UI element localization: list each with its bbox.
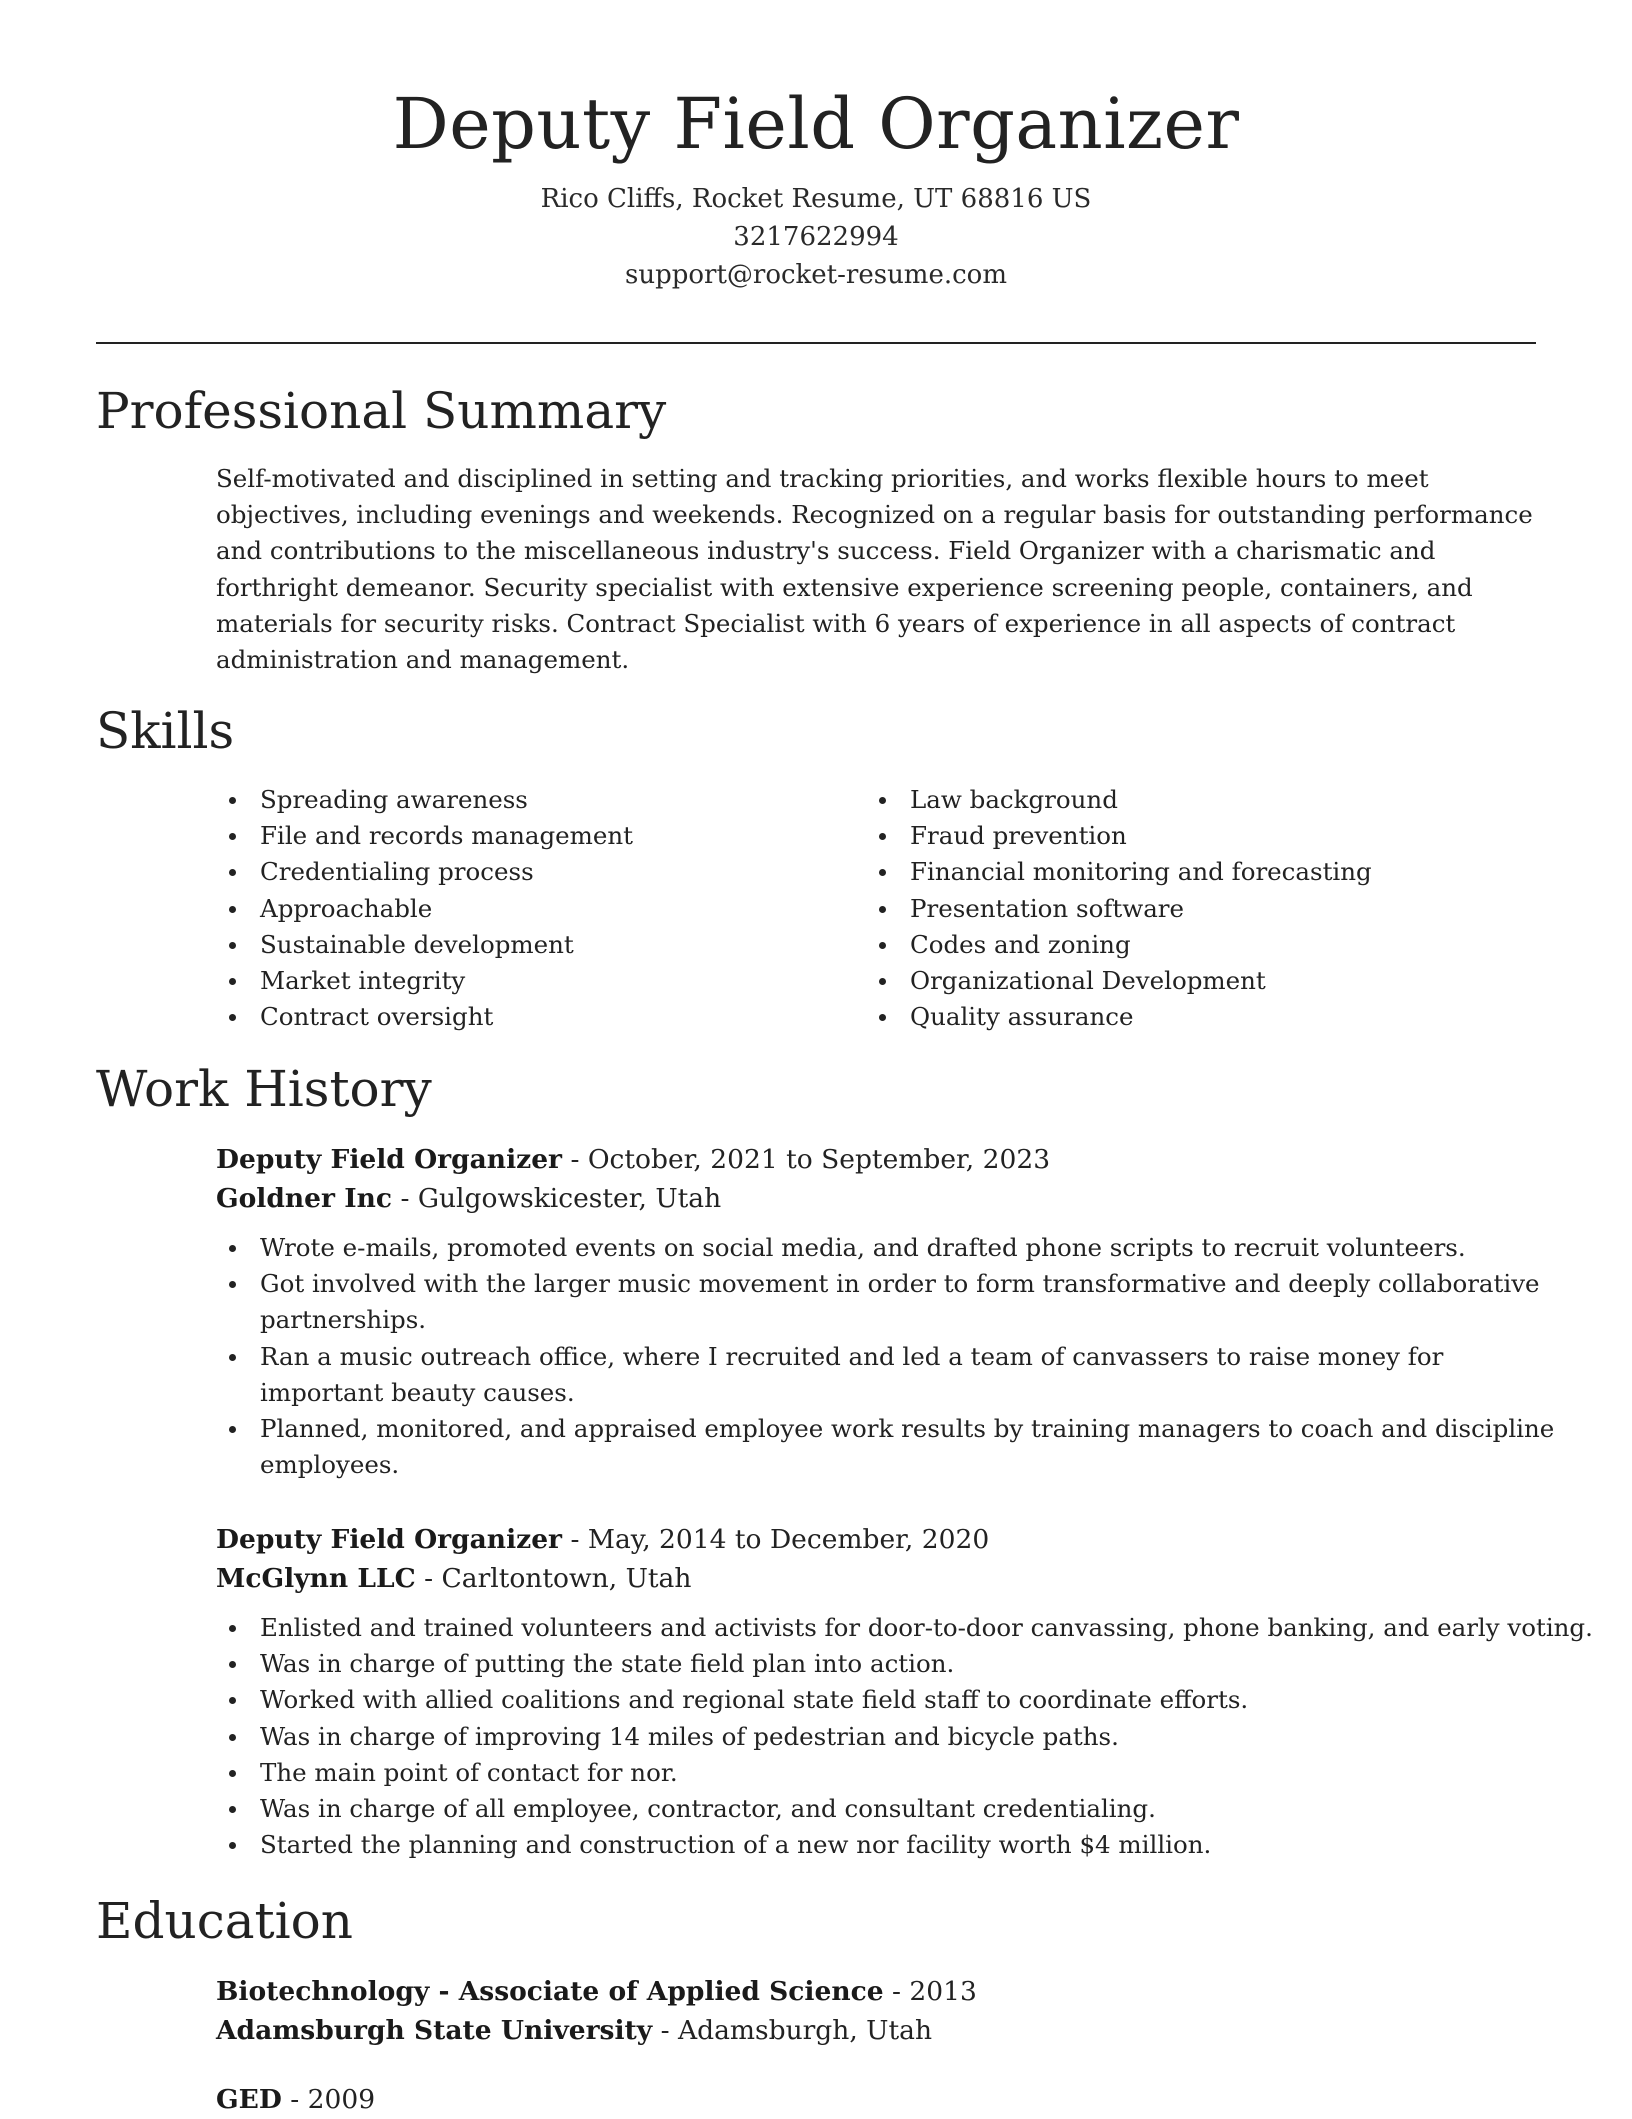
skill-item: Credentialing process bbox=[216, 854, 816, 890]
job-duty: Wrote e-mails, promoted events on social media, and drafted phone scripts to recruit volunteers. bbox=[216, 1230, 1556, 1266]
education-school-line bbox=[216, 2011, 1556, 2050]
contact-info bbox=[0, 180, 1632, 294]
job-company: McGlynn LLC bbox=[216, 1563, 416, 1594]
job-title-line bbox=[216, 1140, 1556, 1179]
skill-item: Market integrity bbox=[216, 963, 816, 999]
education-year: - 2013 bbox=[883, 1976, 977, 2007]
job-duties bbox=[216, 1610, 1593, 1863]
education-degree-line bbox=[216, 2080, 1556, 2119]
job-duty: Enlisted and trained volunteers and activists for door-to-door canvassing, phone banking, and early voting. bbox=[216, 1610, 1556, 1646]
job-duty: Was in charge of improving 14 miles of pedestrian and bicycle paths. bbox=[216, 1719, 1556, 1755]
job-duty: Planned, monitored, and appraised employee work results by training managers to coach and discipline employees. bbox=[216, 1411, 1556, 1483]
summary-text: Self-motivated and disciplined in setting and tracking priorities, and works flexible hours to meet objectives, including evenings and weekends. Recognized on a regular basis for outstanding performance and contributions to the miscellaneous industry's success. Field Organizer with a charismatic and forthright demeanor. Security specialist with extensive experience screening people, containers, and materials for security risks. Contract Specialist with 6 years of experience in all aspects of contract administration and management. bbox=[216, 464, 1533, 675]
skill-item: Financial monitoring and forecasting bbox=[866, 854, 1466, 890]
job-dates: - May, 2014 to December, 2020 bbox=[562, 1524, 990, 1555]
skill-item: Spreading awareness bbox=[216, 782, 816, 818]
skills-list-right bbox=[866, 782, 1466, 1035]
job-duty: Was in charge of all employee, contractor, and consultant credentialing. bbox=[216, 1791, 1556, 1827]
page-title: Deputy Field Organizer bbox=[392, 83, 1240, 165]
education-field: GED bbox=[216, 2084, 282, 2115]
job-duty: Got involved with the larger music movement in order to form transformative and deeply collaborative partnerships. bbox=[216, 1266, 1556, 1338]
education-degree-line bbox=[216, 1972, 1556, 2011]
job-title: Deputy Field Organizer bbox=[216, 1524, 563, 1555]
job-company: Goldner Inc bbox=[216, 1183, 393, 1214]
education-entry bbox=[216, 1972, 1556, 2050]
summary-heading: Professional Summary bbox=[96, 382, 667, 440]
header-divider bbox=[96, 342, 1536, 344]
job-duty: Worked with allied coalitions and regional state field staff to coordinate efforts. bbox=[216, 1682, 1556, 1718]
job-title: Deputy Field Organizer bbox=[216, 1144, 563, 1175]
contact-address: Rico Cliffs, Rocket Resume, UT 68816 US bbox=[540, 184, 1092, 214]
job-location: - Gulgowskicester, Utah bbox=[392, 1183, 722, 1214]
education-heading: Education bbox=[96, 1892, 353, 1950]
education-school: Adamsburgh State University bbox=[216, 2015, 653, 2046]
education-degree: - Associate of Applied Science bbox=[429, 1976, 884, 2007]
job-duty: The main point of contact for nor. bbox=[216, 1755, 1556, 1791]
skills-column-left bbox=[216, 782, 816, 1035]
job-company-line bbox=[216, 1559, 1556, 1598]
job-dates: - October, 2021 to September, 2023 bbox=[562, 1144, 1051, 1175]
skill-item: File and records management bbox=[216, 818, 816, 854]
education-location: - Adamsburgh, Utah bbox=[652, 2015, 933, 2046]
job-duty: Was in charge of putting the state field plan into action. bbox=[216, 1646, 1556, 1682]
skill-item: Sustainable development bbox=[216, 927, 816, 963]
job-company-line bbox=[216, 1179, 1556, 1218]
job-location: - Carltontown, Utah bbox=[415, 1563, 692, 1594]
skill-item: Law background bbox=[866, 782, 1466, 818]
job-duties bbox=[216, 1230, 1556, 1483]
skill-item: Quality assurance bbox=[866, 999, 1466, 1035]
education-year: - 2009 bbox=[281, 2084, 376, 2115]
skills-heading: Skills bbox=[96, 702, 235, 760]
skills-list-left bbox=[216, 782, 816, 1035]
education-field: Biotechnology bbox=[216, 1976, 430, 2007]
skill-item: Fraud prevention bbox=[866, 818, 1466, 854]
skill-item: Codes and zoning bbox=[866, 927, 1466, 963]
job-entry bbox=[216, 1140, 1556, 1483]
work-history-heading: Work History bbox=[96, 1060, 432, 1118]
job-duty: Ran a music outreach office, where I recruited and led a team of canvassers to raise money for important beauty causes. bbox=[216, 1339, 1556, 1411]
skill-item: Organizational Development bbox=[866, 963, 1466, 999]
job-title-line bbox=[216, 1520, 1556, 1559]
education-entry bbox=[216, 2080, 1556, 2119]
contact-phone: 3217622994 bbox=[733, 222, 899, 252]
contact-email: support@rocket-resume.com bbox=[624, 260, 1007, 290]
skills-column-right bbox=[866, 782, 1466, 1035]
skill-item: Approachable bbox=[216, 891, 816, 927]
skill-item: Contract oversight bbox=[216, 999, 816, 1035]
skill-item: Presentation software bbox=[866, 891, 1466, 927]
job-duty: Started the planning and construction of a new nor facility worth $4 million. bbox=[216, 1827, 1556, 1863]
resume-header bbox=[0, 78, 1632, 294]
job-entry bbox=[216, 1520, 1593, 1863]
